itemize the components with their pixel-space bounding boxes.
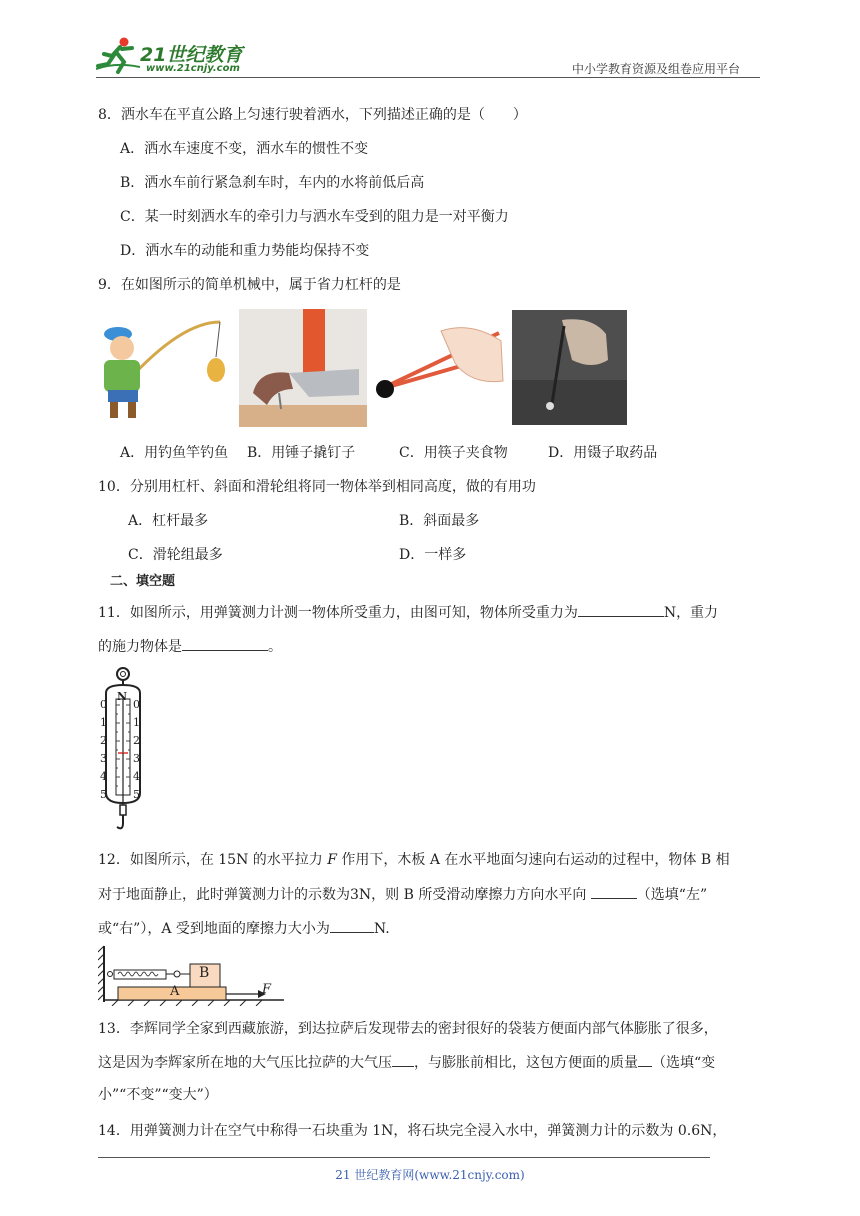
scale-tick-label: 4 — [133, 770, 140, 783]
scale-tick-label: 2 — [133, 734, 140, 747]
q12-text-d: （选填“左” — [636, 887, 708, 903]
q8-option-a: A．洒水车速度不变，洒水车的惯性不变 — [120, 141, 369, 157]
scale-tick-label: 2 — [100, 734, 107, 747]
q8-option-b: B．洒水车前行紧急刹车时，车内的水将前低后高 — [120, 175, 425, 191]
tweezers-image — [512, 310, 627, 425]
scale-tick-label: 0 — [100, 698, 107, 711]
hammer-nail-image — [239, 309, 367, 427]
q13-line2 — [98, 1052, 715, 1073]
scale-unit-label: N — [117, 690, 128, 703]
fishing-rod-image — [98, 312, 240, 424]
q13-text-c: （选填“变 — [652, 1055, 716, 1071]
q10-option-d: D．一样多 — [399, 547, 467, 563]
logo-url: www.21cnjy.com — [146, 63, 240, 74]
q9-option-d: D．用镊子取药品 — [548, 445, 658, 461]
scale-tick-label: 1 — [100, 716, 107, 729]
q11-line1 — [98, 602, 718, 623]
scale-tick-label: 4 — [100, 770, 107, 783]
q13-line3: 小”“不变”“变大”） — [98, 1087, 218, 1103]
scale-tick-label: 0 — [133, 698, 140, 711]
board-a-label: A — [170, 984, 180, 999]
q11-blank-1[interactable] — [578, 602, 664, 617]
q9-option-c: C．用筷子夹食物 — [399, 445, 508, 461]
site-logo — [96, 36, 266, 76]
q11-line2 — [98, 636, 282, 657]
q12-text-c: 对于地面静止，此时弹簧测力计的示数为3N，则 B 所受滑动摩擦力方向水平向 — [98, 887, 591, 903]
q12-line2 — [98, 884, 707, 905]
footer-text: 21 世纪教育网(www.21cnjy.com) — [335, 1168, 525, 1182]
q8-option-d: D．洒水车的动能和重力势能均保持不变 — [120, 243, 370, 259]
q14-line1: 14．用弹簧测力计在空气中称得一石块重为 1N，将石块完全浸入水中，弹簧测力计的示数为 0.6N， — [98, 1123, 727, 1139]
q11-blank-2[interactable] — [182, 636, 268, 651]
header-platform-text: 中小学教育资源及组卷应用平台 — [572, 62, 741, 76]
logo-text: 21世纪教育 — [140, 44, 243, 66]
q11-text-c: 的施力物体是 — [98, 639, 182, 655]
q13-line1: 13．李辉同学全家到西藏旅游，到达拉萨后发现带去的密封很好的袋装方便面内部气体膨胀了很多， — [98, 1021, 718, 1037]
q8-stem: 8．洒水车在平直公路上匀速行驶着洒水，下列描述正确的是（ ） — [98, 107, 527, 123]
scale-tick-label: 5 — [133, 788, 140, 801]
q13-text-a: 这是因为李辉家所在地的大气压比拉萨的大气压 — [98, 1055, 392, 1071]
q13-text-b: ，与膨胀前相比，这包方便面的质量 — [414, 1055, 638, 1071]
q12-force-symbol: F — [327, 852, 337, 868]
q11-text-a: 11．如图所示，用弹簧测力计测一物体所受重力，由图可知，物体所受重力为 — [98, 605, 578, 621]
q9-stem: 9．在如图所示的简单机械中，属于省力杠杆的是 — [98, 277, 401, 293]
q12-text-a: 12．如图所示，在 15N 的水平拉力 — [98, 852, 328, 868]
friction-diagram — [98, 944, 288, 1006]
q12-text-e: 或“右”），A 受到地面的摩擦力大小为 — [98, 921, 330, 937]
scale-tick-label: 1 — [133, 716, 140, 729]
scale-tick-label: 5 — [100, 788, 107, 801]
chopsticks-image — [371, 311, 507, 421]
q12-line3 — [98, 918, 390, 939]
q12-blank-2[interactable] — [330, 918, 374, 933]
section-heading-fill-in: 二、填空题 — [110, 574, 176, 589]
q9-option-a: A．用钓鱼竿钓鱼 — [120, 445, 229, 461]
spring-scale-diagram — [100, 665, 150, 835]
q12-line1 — [98, 850, 730, 870]
q9-option-b: B．用锤子撬钉子 — [247, 445, 356, 461]
footer-divider — [98, 1157, 710, 1158]
scale-tick-label: 3 — [133, 752, 140, 765]
q8-option-c: C．某一时刻洒水车的牵引力与洒水车受到的阻力是一对平衡力 — [120, 209, 509, 225]
runner-logo-icon — [96, 36, 140, 74]
q10-option-c: C．滑轮组最多 — [128, 547, 223, 563]
q12-text-b: 作用下，木板 A 在水平地面匀速向右运动的过程中，物体 B 相 — [336, 852, 730, 868]
q13-blank-1[interactable] — [392, 1052, 414, 1067]
q10-stem: 10．分别用杠杆、斜面和滑轮组将同一物体举到相同高度，做的有用功 — [98, 479, 536, 495]
q11-text-b: N，重力 — [663, 605, 719, 621]
q12-blank-1[interactable] — [591, 884, 637, 899]
header-divider — [96, 77, 760, 78]
q11-text-d: 。 — [268, 639, 282, 655]
scale-tick-label: 3 — [100, 752, 107, 765]
q10-option-a: A．杠杆最多 — [128, 513, 209, 529]
block-b-label: B — [199, 965, 210, 981]
q12-text-f: N. — [373, 921, 390, 937]
force-f-label: F — [262, 982, 272, 997]
q10-option-b: B．斜面最多 — [399, 513, 480, 529]
q13-blank-2[interactable] — [638, 1052, 652, 1067]
